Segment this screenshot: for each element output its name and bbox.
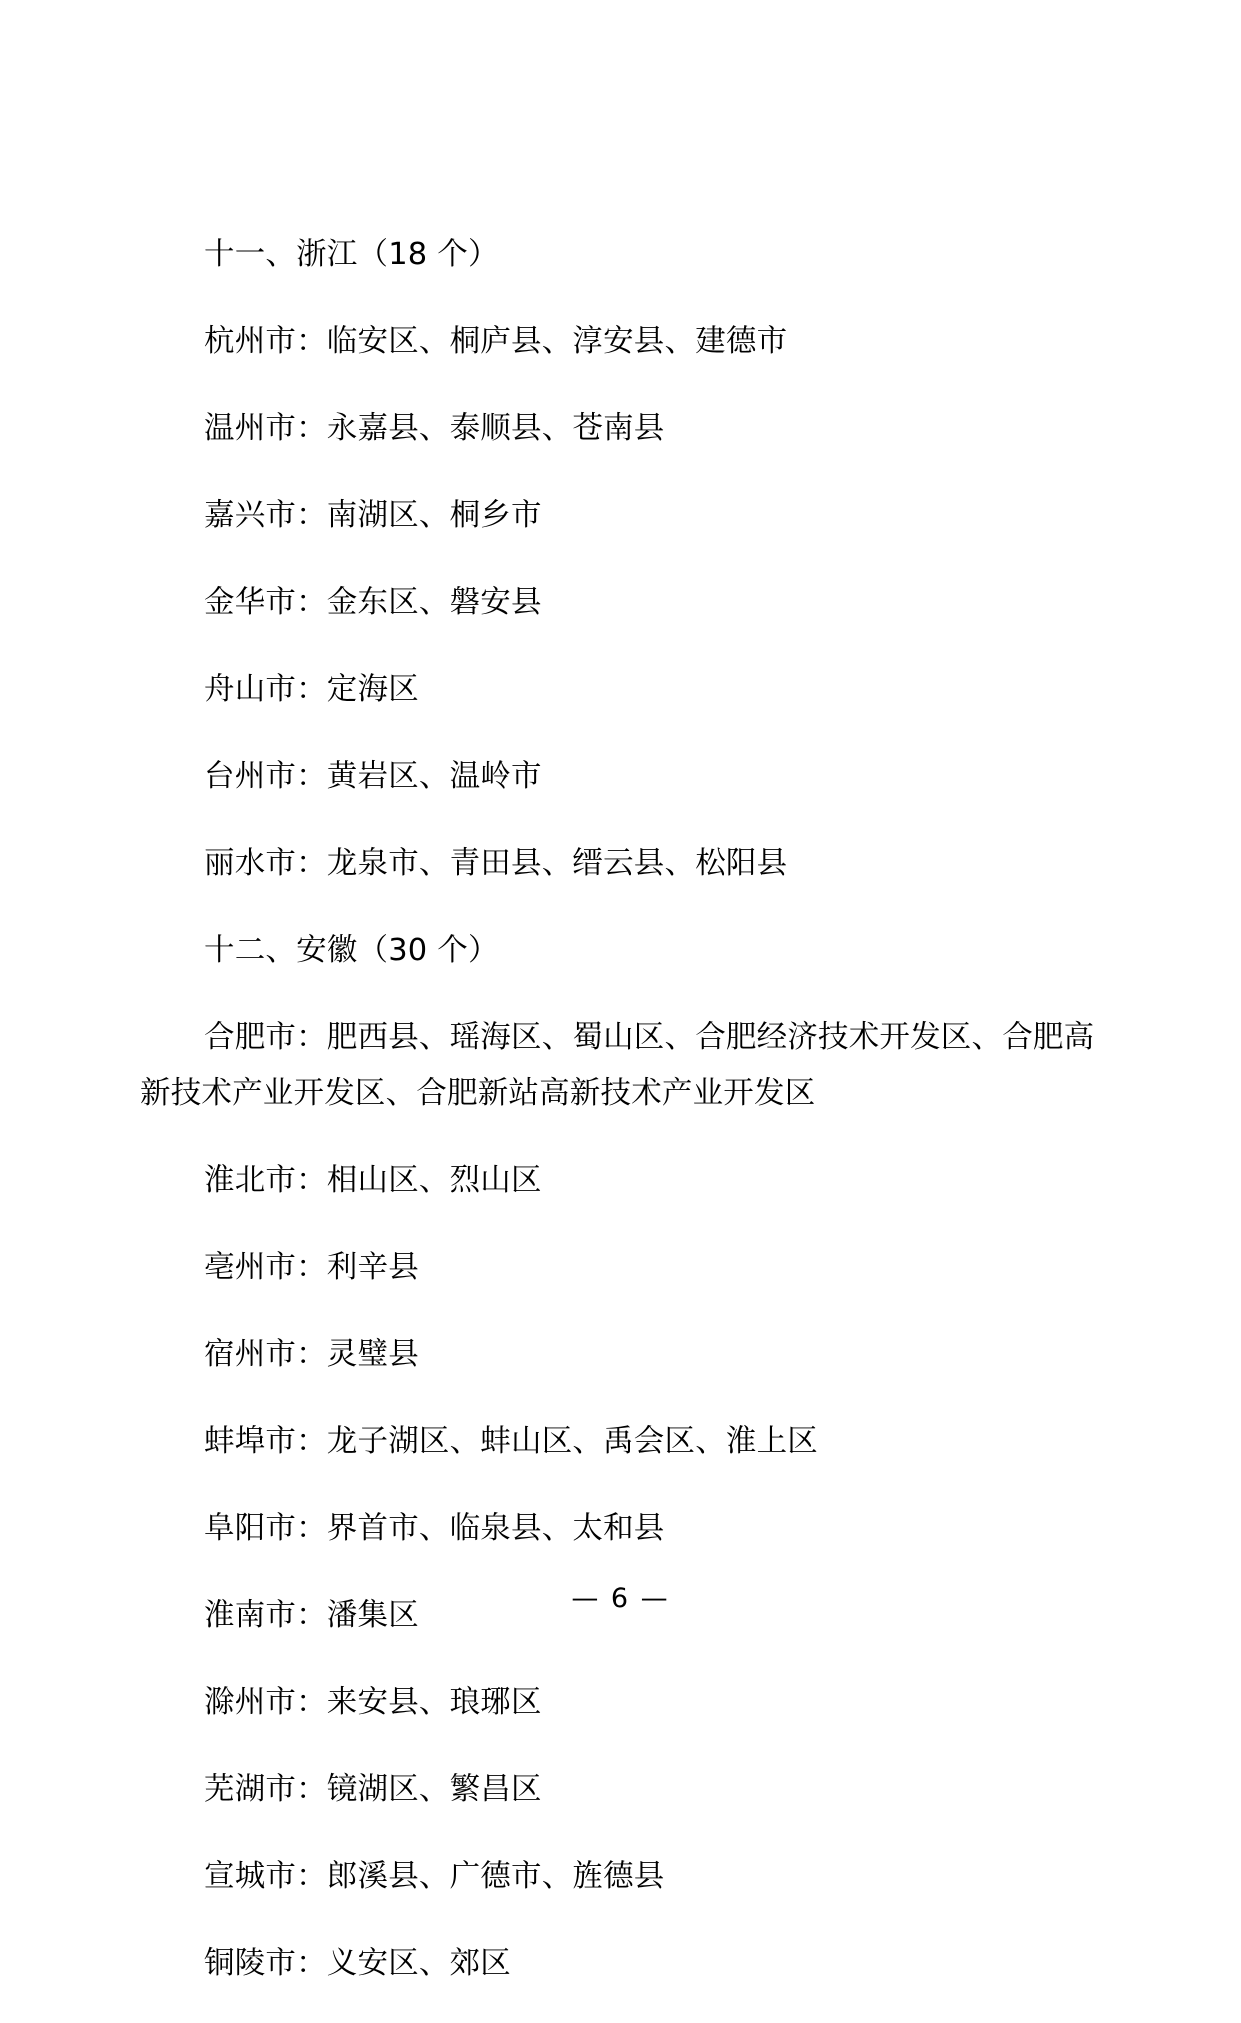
list-item-jiaxing: 嘉兴市：南湖区、桐乡市	[204, 497, 542, 533]
list-item-huainan: 淮南市：潘集区	[204, 1598, 419, 1633]
page-number: — 6 —	[571, 1583, 670, 1614]
list-item-suzhou: 宿州市：灵璧县	[204, 1337, 419, 1372]
list-item-hefei: 合肥市：肥西县、瑶海区、蜀山区、合肥经济技术开发区、合肥高新技术产业开发区、合肥新站高新技术产业开发区	[140, 1019, 1095, 1111]
list-item-zhoushan: 舟山市：定海区	[204, 671, 419, 707]
section-heading-zhejiang: 十一、浙江（18 个）	[204, 236, 499, 272]
list-item-hangzhou: 杭州市：临安区、桐庐县、淳安县、建德市	[204, 323, 788, 359]
list-item-wenzhou: 温州市：永嘉县、泰顺县、苍南县	[204, 410, 665, 446]
list-item-wuhu: 芜湖市：镜湖区、繁昌区	[204, 1772, 542, 1807]
list-item-taizhou: 台州市：黄岩区、温岭市	[204, 758, 542, 794]
list-item-bengbu: 蚌埠市：龙子湖区、蚌山区、禹会区、淮上区	[204, 1424, 818, 1459]
list-item-xuancheng: 宣城市：郎溪县、广德市、旌德县	[204, 1859, 665, 1894]
list-item-chuzhou: 滁州市：来安县、琅琊区	[204, 1685, 542, 1720]
list-item-bozhou: 亳州市：利辛县	[204, 1250, 419, 1285]
section-heading-anhui: 十二、安徽（30 个）	[204, 932, 499, 968]
list-item-lishui: 丽水市：龙泉市、青田县、缙云县、松阳县	[204, 845, 788, 881]
list-item-tongling: 铜陵市：义安区、郊区	[204, 1946, 511, 1981]
list-item-fuyang: 阜阳市：界首市、临泉县、太和县	[204, 1511, 665, 1546]
list-item-huaibei: 淮北市：相山区、烈山区	[204, 1163, 542, 1198]
list-item-jinhua: 金华市：金东区、磐安县	[204, 584, 542, 620]
